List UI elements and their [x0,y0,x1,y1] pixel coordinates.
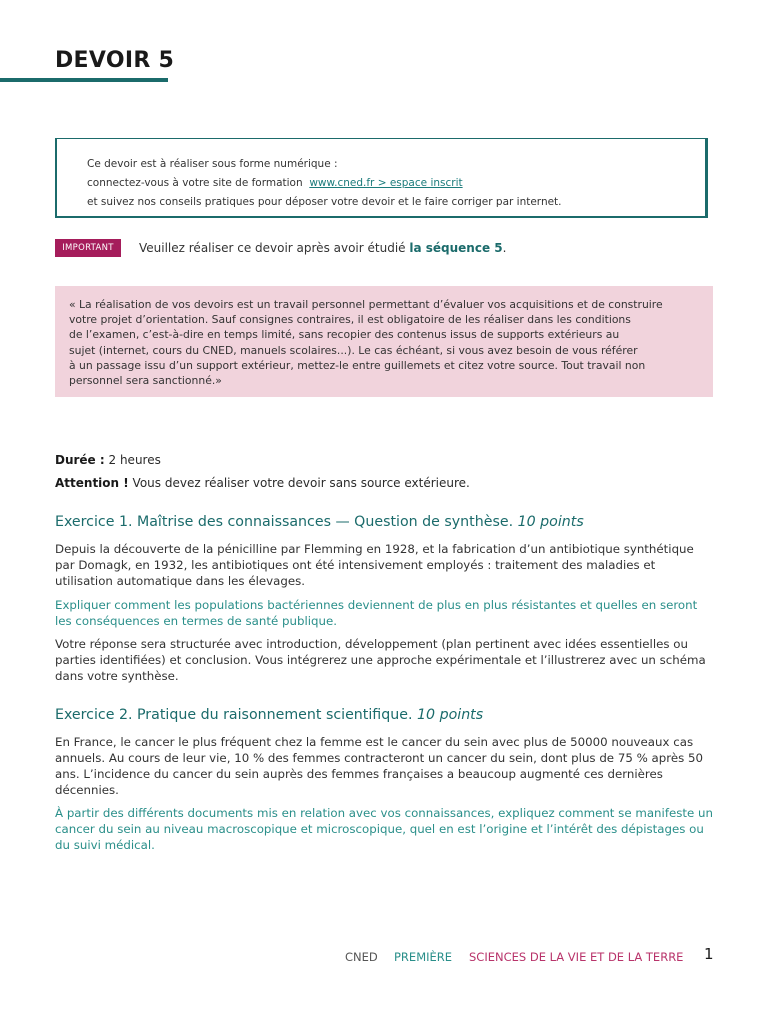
info-box [55,138,708,218]
duration-label: Durée : [55,453,105,467]
exercise-1-points: 10 points [517,514,584,530]
exercise-1-question: Expliquer comment les populations bactériennes deviennent de plus en plus résistantes et quelles en seront les conséquences en termes de santé publique. [55,598,698,628]
important-text [139,239,506,257]
exercise-1-title [55,513,584,531]
duration [55,452,161,468]
exercise-2-points: 10 points [417,707,484,723]
quote-line: sujet (internet, cours du CNED, manuels scolaires...). Le cas échéant, si vous avez besoin de vous référer [69,343,638,357]
exercise-2-question: À partir des différents documents mis en relation avec vos connaissances, expliquez comment se manifeste un cancer du sein au niveau macroscopique et microscopique, quel en est l’origine et l’intérêt des dépistages ou du suivi médical. [55,806,713,852]
info-line-2 [87,174,706,193]
duration-value: 2 heures [104,453,161,467]
page-title: DEVOIR 5 [55,48,175,73]
quote-box [55,286,713,397]
exercise-1-instructions: Votre réponse sera structurée avec introduction, développement (plan pertinent avec idées essentielles ou parties identifiées) et conclusion. Vous intégrerez une approche expérimentale et l’illustrerez avec un schéma dans votre synthèse. [55,637,706,683]
info-line-2-text: connectez-vous à votre site de formation [87,177,303,189]
quote-line: personnel sera sanctionné.» [69,374,222,388]
info-box-edge [705,139,708,216]
title-underline [0,78,168,82]
footer-subject: SCIENCES DE LA VIE ET DE LA TERRE [469,950,684,964]
footer-level: PREMIÈRE [394,950,453,964]
info-line-1: Ce devoir est à réaliser sous forme numérique : [87,158,338,170]
quote-line: votre projet d’orientation. Sauf consignes contraires, il est obligatoire de les réaliser dans les conditions [69,313,631,327]
important-text-end: . [502,241,507,255]
info-line-3: et suivez nos conseils pratiques pour déposer votre devoir et le faire corriger par internet. [87,196,562,208]
exercise-2-title [55,706,483,724]
quote-line: « La réalisation de vos devoirs est un travail personnel permettant d’évaluer vos acquisitions et de construire [69,298,663,311]
attention-label: Attention ! [55,476,129,490]
exercise-1-intro: Depuis la découverte de la pénicilline par Flemming en 1928, et la fabrication d’un antibiotique synthétique par Domagk, en 1932, les antibiotiques ont été intensivement employés : traitement des maladies et utilisation automatique dans les élevages. [55,542,694,588]
cned-link[interactable]: www.cned.fr > espace inscrit [309,177,463,189]
attention [55,475,470,491]
exercise-2-heading: Exercice 2. Pratique du raisonnement scientifique. [55,707,413,723]
exercise-2-intro: En France, le cancer le plus fréquent chez la femme est le cancer du sein avec plus de 50000 nouveaux cas annuels. Au cours de leur vie, 10 % des femmes contracteront un cancer du sein, dont plus de 75 % après 50 ans. L’incidence du cancer du sein auprès des femmes françaises a beaucoup augmenté ces dernières décennies. [55,735,704,797]
exercise-1-heading: Exercice 1. Maîtrise des connaissances — Question de synthèse. [55,514,514,530]
quote-line: à un passage issu d’un support extérieur, mettez-le entre guillemets et citez votre source. Tout travail non [69,358,646,372]
page-number: 1 [704,945,714,963]
footer-org: CNED [345,950,378,964]
important-badge: IMPORTANT [55,239,121,257]
attention-value: Vous devez réaliser votre devoir sans source extérieure. [128,476,470,490]
quote-line: de l’examen, c’est-à-dire en temps limité, sans recopier des contenus issus de supports extérieurs au [69,328,620,342]
important-text-main: Veuillez réaliser ce devoir après avoir étudié [139,241,410,255]
important-sequence: la séquence 5 [409,241,503,255]
important-notice [55,239,715,259]
